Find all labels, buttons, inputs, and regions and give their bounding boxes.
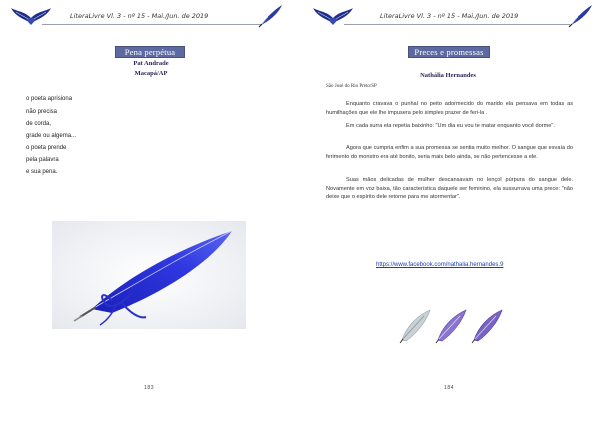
story-title: Preces e promessas	[408, 46, 490, 58]
story-paragraph: Suas mãos delicadas de mulher descansavam no lençol púrpura do sangue dele. Novamente em voz baixa, tão característica daquele ser feminino, ela sussurrava uma prece: "não deixe que o espírito dele retorne para me atormentar".	[326, 177, 573, 201]
right-page	[302, 0, 600, 424]
story-paragraph: Enquanto cravava o punhal no peito adormecido do marido ela pensava em todas as humilhações que ele lhe impusera pelo simples prazer de feri-la .	[326, 101, 573, 116]
header-text: LiteraLivre Vl. 3 - nº 15 - Mai./Jun. de 2019	[70, 12, 209, 20]
poem-line: o poeta aprisiona	[26, 96, 73, 102]
quill-ink-icon	[258, 4, 284, 28]
poem-title: Pena perpétua	[115, 46, 185, 58]
feather-icon	[398, 308, 432, 344]
poem-line: de corda,	[26, 121, 52, 127]
winged-heart-logo-icon	[312, 5, 354, 29]
feather-icon	[434, 308, 468, 344]
header-text: LiteraLivre Vl. 3 - nº 15 - Mai./Jun. de 2019	[380, 12, 519, 20]
poem-line: grade ou algema...	[26, 133, 77, 139]
story-paragraph: Agora que cumpria enfim a sua promessa se sentia muito melhor. O sangue que esvaía do ferimento do monstro era até bonito, seria mais belo ainda, se não pertencesse a ele.	[326, 145, 573, 160]
poem-line: pela palavra	[26, 157, 59, 163]
winged-heart-logo-icon	[10, 5, 52, 29]
poem-line: o poeta prende	[26, 145, 67, 151]
author-place: Macapá/AP	[134, 70, 168, 77]
poem-line: não precisa	[26, 109, 58, 115]
feather-icon	[470, 308, 504, 344]
page-number: 184	[444, 385, 455, 391]
author-location: São José do Rio Preto/SP	[326, 84, 377, 89]
page-number: 183	[144, 385, 155, 391]
quill-ink-icon	[568, 4, 594, 28]
header-rule	[344, 24, 570, 25]
author-name: Nathália Hernandes	[420, 72, 476, 79]
story-paragraph: Em cada surra ela repetia baixinho: "Um dia eu vou te matar enquanto você dorme".	[346, 123, 555, 129]
header-rule	[42, 24, 262, 25]
author-name: Pat Andrade	[133, 60, 169, 67]
left-page	[0, 0, 298, 424]
feather-quill-image	[52, 221, 246, 329]
facebook-link[interactable]: https://www.facebook.com/nathalia.hernandes.9	[376, 262, 504, 268]
poem-line: e sua pena.	[26, 169, 58, 175]
